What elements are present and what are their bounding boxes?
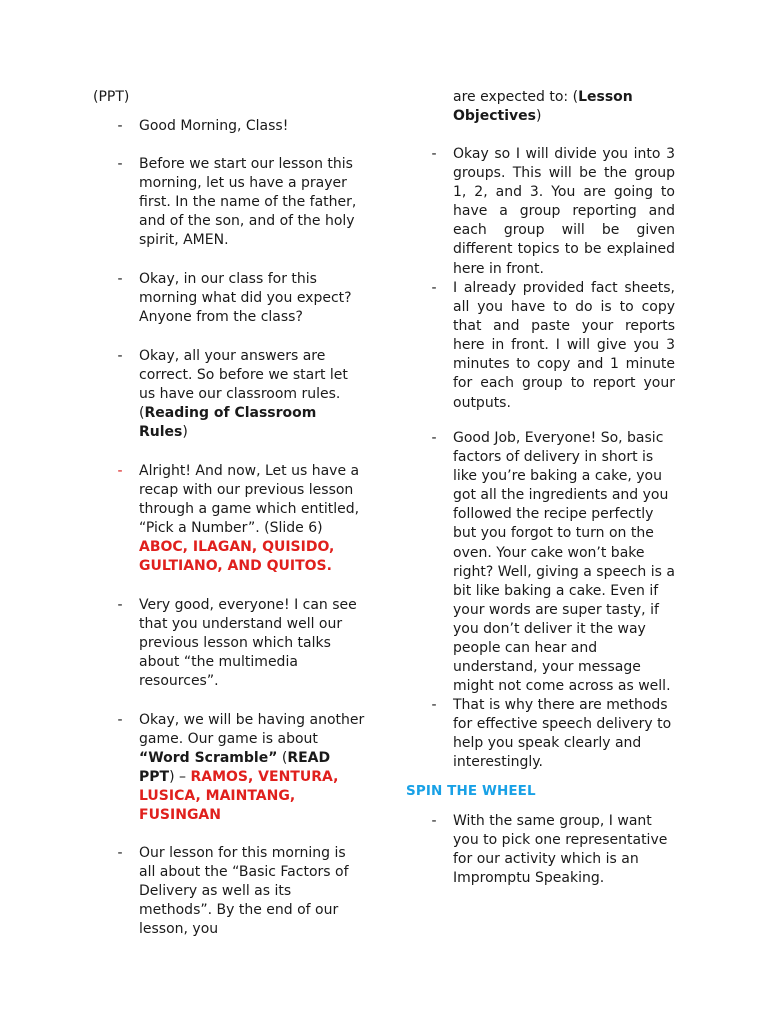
bold-text: READ PPT xyxy=(139,750,331,786)
bullet-dash: - xyxy=(431,280,437,296)
list-item-text: Okay, in our class for this morning what did you expect? Anyone from the class? xyxy=(139,271,352,326)
text-run: ) xyxy=(535,108,542,125)
list-item-text: Very good, everyone! I can see that you understand well our previous lesson which talks about “the multimedia resources”. xyxy=(139,597,357,690)
bold-text: “Word Scramble” xyxy=(139,750,278,767)
bullet-dash: - xyxy=(117,597,123,613)
list-item-text: Before we start our lesson this morning, let us have a prayer first. In the name of the father, and of the son, and of the holy spirit, AMEN. xyxy=(139,156,357,249)
list-item-text: That is why there are methods for effective speech delivery to help you speak clearly and interestingly. xyxy=(453,697,672,771)
bullet-dash: - xyxy=(431,813,437,829)
list-item-text xyxy=(139,347,365,442)
list-item-text xyxy=(139,711,365,826)
bullet-dash: - xyxy=(117,271,123,287)
text-run: are expected to: ( xyxy=(453,89,579,105)
text-run: Okay, all your answers are correct. So before we start let us have our classroom rules. ( xyxy=(139,348,348,422)
bullet-dash: - xyxy=(431,146,437,162)
student-names: ABOC, ILAGAN, QUISIDO, GULTIANO, AND QUITOS. xyxy=(139,539,335,575)
list-item-text: With the same group, I want you to pick one representative for our activity which is an Impromptu Speaking. xyxy=(453,813,668,887)
section-title: SPIN THE WHEEL xyxy=(406,783,536,799)
bold-text: Lesson Objectives xyxy=(453,89,633,125)
list-item-text: Good Morning, Class! xyxy=(139,118,289,134)
text-run: Okay, we will be having another game. Our game is about xyxy=(139,712,365,748)
bullet-dash: - xyxy=(117,845,123,861)
bullet-dash: - xyxy=(117,463,123,479)
continued-text xyxy=(453,88,683,126)
bullet-dash: - xyxy=(117,348,123,364)
bullet-dash: - xyxy=(117,118,123,134)
list-item-text xyxy=(139,462,365,577)
text-run: ) xyxy=(182,424,188,441)
bullet-dash: - xyxy=(431,430,437,446)
text-run: ) – xyxy=(169,769,191,786)
list-item-text: Okay so I will divide you into 3 groups. This will be the group 1, 2, and 3. You are going to have a group reporting and each group will be given different topics to be explained here in front. xyxy=(453,146,675,277)
text-run: Alright! And now, Let us have a recap with our previous lesson through a game which entitled, “Pick a Number”. (Slide 6) xyxy=(139,463,360,537)
bullet-dash: - xyxy=(117,712,123,728)
list-item-text: Good Job, Everyone! So, basic factors of delivery in short is like you’re baking a cake, you got all the ingredients and you followed the recipe perfectly but you forgot to turn on the oven. Your cake won’t bake right? Well, giving a speech is a bit like baking a cake. Even if your words are super tasty, if you don’t deliver it the way people can hear and understand, your message might not come across as well. xyxy=(453,430,675,695)
bold-text: Reading of Classroom Rules xyxy=(139,405,317,441)
bullet-dash: - xyxy=(117,156,123,172)
bullet-dash: - xyxy=(431,697,437,713)
ppt-heading: (PPT) xyxy=(93,89,130,105)
list-item-text: Our lesson for this morning is all about the “Basic Factors of Delivery as well as its methods”. By the end of our lesson, you xyxy=(139,845,349,938)
student-names: RAMOS, VENTURA, LUSICA, MAINTANG, FUSINGAN xyxy=(139,769,339,824)
text-run: ( xyxy=(277,750,288,767)
list-item-text: I already provided fact sheets, all you have to do is to copy that and paste your reports here in front. I will give you 3 minutes to copy and 1 minute for each group to report your outputs. xyxy=(453,280,675,411)
